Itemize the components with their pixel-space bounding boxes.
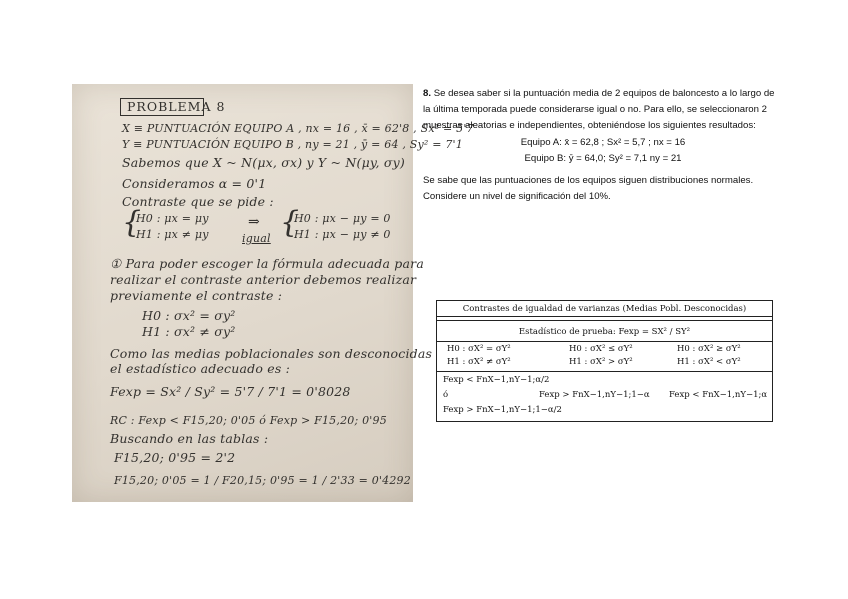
hyp-left-h1: H1 : σX² < σY² [677,357,741,367]
problem-intro: 8. Se desea saber si la puntuación media de 2 equipos de baloncesto a lo largo de la última temporada puede considerarse igual o no. Para ello, se seleccionaron 2 muestras aleatorias e independientes, obteniéndose los siguientes resultados: [423,88,775,132]
handwritten-line: F15,20; 0'05 = 1 / F20,15; 0'95 = 1 / 2'33 = 0'4292 [114,474,411,487]
handwritten-line: Y ≡ PUNTUACIÓN EQUIPO B , ny = 21 , ȳ = 64 , Sy² = 7'1 [122,138,463,151]
handwritten-line: H0 : σx² = σy² [142,308,236,323]
problem-number: 8. [423,88,432,99]
problem-statement [423,86,783,205]
table-statistic: Estadístico de prueba: Fexp = SX² / SY² [437,320,772,342]
brace-left: { [122,205,142,240]
hypothesis-h0: H0 : μx = μy [136,212,209,225]
table-header: Contrastes de igualdad de varianzas (Medias Pobl. Desconocidas) [437,301,772,317]
arrow-label: igual [242,232,271,245]
handwritten-line: H1 : σx² ≠ σy² [142,324,236,339]
region-or: ó [443,390,449,400]
hypothesis-h0-diff: H0 : μx − μy = 0 [294,212,391,225]
hypothesis-h1-diff: H1 : μx − μy ≠ 0 [294,228,391,241]
handwritten-line: previamente el contraste : [110,288,283,303]
hyp-two-sided-h0: H0 : σX² = σY² [447,344,511,354]
handwritten-line: ① Para poder escoger la fórmula adecuada para [110,256,424,271]
handwritten-solution-photo [72,84,474,502]
handwritten-title: PROBLEMA 8 [127,99,226,114]
hypothesis-h1: H1 : μx ≠ μy [136,228,209,241]
handwritten-line: F15,20; 0'95 = 2'2 [114,450,236,465]
handwritten-line: el estadístico adecuado es : [110,361,291,376]
hyp-two-sided-h1: H1 : σX² ≠ σY² [447,357,511,367]
region-left: Fexp < FnX−1,nY−1;α [669,390,768,400]
handwritten-line: realizar el contraste anterior debemos realizar [110,272,417,287]
handwritten-line: RC : Fexp < F15,20; 0'05 ó Fexp > F15,20; 0'95 [110,414,387,427]
arrow-icon: ⇒ [248,214,260,230]
handwritten-line: Sabemos que X ~ N(μx, σx) y Y ~ N(μy, σy) [122,155,405,170]
region-two-sided-upper: Fexp > FnX−1,nY−1;1−α/2 [443,405,562,415]
hyp-right-h1: H1 : σX² > σY² [569,357,633,367]
handwritten-line: Consideramos α = 0'1 [122,176,267,191]
handwritten-line: Contraste que se pide : [122,194,274,209]
team-a-data: Equipo A: x̄ = 62,8 ; Sx² = 5,7 ; nx = 16 [520,136,686,148]
hyp-left-h0: H0 : σX² ≥ σY² [677,344,741,354]
region-right: Fexp > FnX−1,nY−1;1−α [539,390,650,400]
variance-test-table [436,300,773,422]
brace-right: { [280,205,300,240]
problem-closing: Se sabe que las puntuaciones de los equipos siguen distribuciones normales. Considere un nivel de significación del 10%. [423,175,754,203]
table-regions-row [437,372,772,421]
handwritten-line: Como las medias poblacionales son desconocidas [110,346,433,361]
handwritten-line: Buscando en las tablas : [110,431,269,446]
handwritten-line: Fexp = Sx² / Sy² = 5'7 / 7'1 = 0'8028 [110,384,351,399]
region-two-sided-lower: Fexp < FnX−1,nY−1;α/2 [443,375,550,385]
handwritten-line: X ≡ PUNTUACIÓN EQUIPO A , nx = 16 , x̄ = 62'8 , Sx² = 5'7 [122,122,474,135]
table-hypotheses-row [437,342,772,372]
hyp-right-h0: H0 : σX² ≤ σY² [569,344,633,354]
team-b-data: Equipo B: ȳ = 64,0; Sy² = 7,1 ny = 21 [524,152,682,164]
